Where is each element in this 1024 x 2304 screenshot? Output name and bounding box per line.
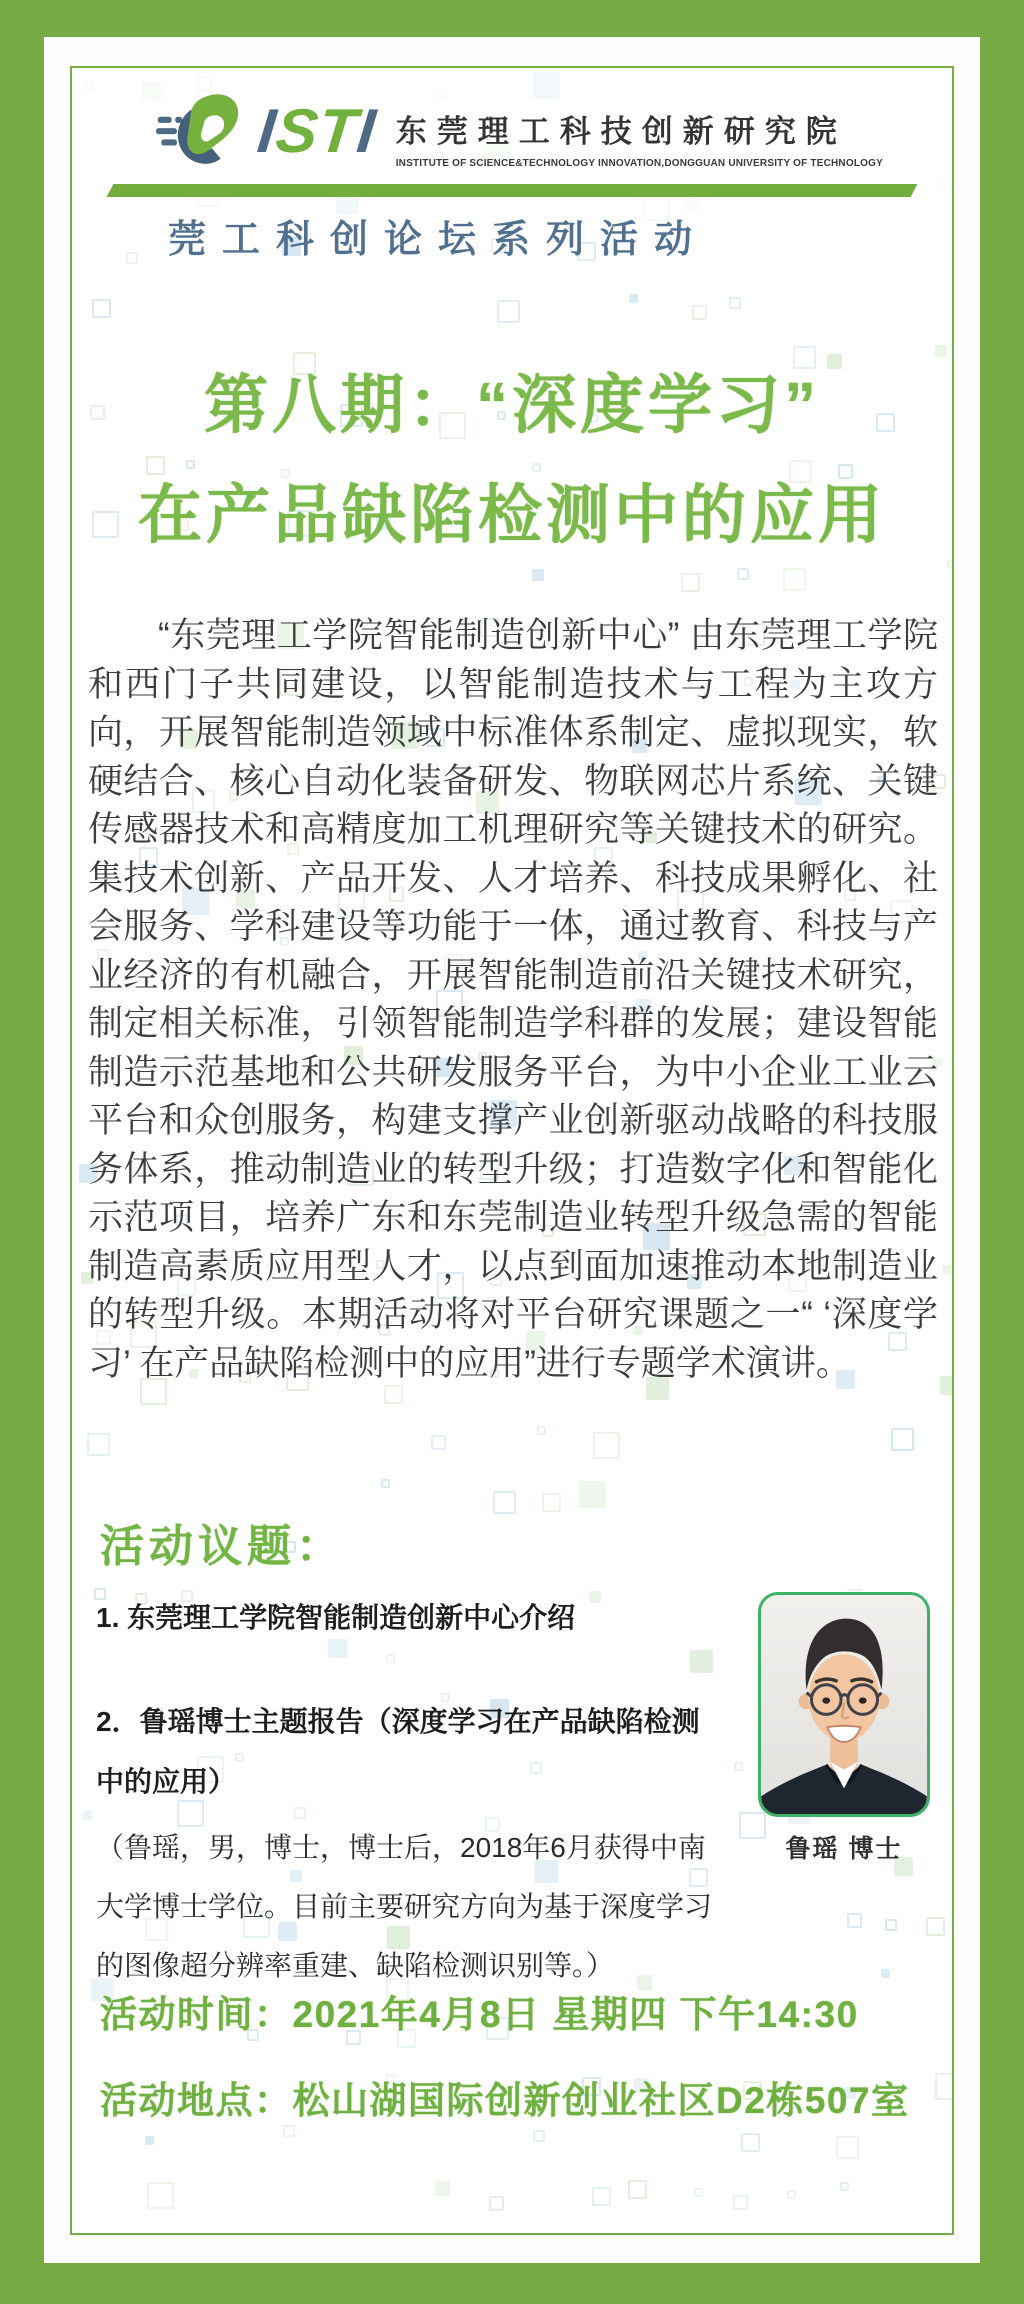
agenda-item-1: 1. 东莞理工学院智能制造创新中心介绍 [96, 1602, 576, 1633]
org-names [396, 96, 883, 169]
intro-paragraph: “东莞理工学院智能制造创新中心” 由东莞理工学院和西门子共同建设，以智能制造技术与工程为主攻方向，开展智能制造领域中标准体系制定、虚拟现实，软硬结合、核心自动化装备研发、物联网芯片系统、关键传感器技术和高精度加工机理研究等关键技术的研究。集技术创新、产品开发、人才培养、科技成果孵化、社会服务、学科建设等功能于一体，通过教育、科技与产业经济的有机融合，开展智能制造前沿关键技术研究，制定相关标准，引领智能制造学科群的发展；建设智能制造示范基地和公共研发服务平台，为中小企业工业云平台和众创服务，构建支撑产业创新驱动战略的科技服务体系，推动制造业的转型升级；打造数字化和智能化示范项目，培养广东和东莞制造业转型升级急需的智能制造高素质应用型人才，以点到面加速推动本地制造业的转型升级。本期活动将对平台研究课题之一“ ‘深度学习’ 在产品缺陷检测中的应用”进行专题学术演讲。 [88, 616, 938, 1383]
speaker-bio-note: （鲁瑶，男，博士，博士后，2018年6月获得中南大学博士学位。目前主要研究方向为基于深度学习的图像超分辨率重建、缺陷检测识别等。） [96, 1832, 713, 1981]
event-time: 活动时间：2021年4月8日 星期四 下午14:30 [100, 1994, 859, 2035]
agenda-heading: 活动议题： [100, 1522, 345, 1571]
speaker-caption: 鲁瑶 博士 [785, 1835, 903, 1863]
poster-paper [44, 37, 980, 2263]
series-title: 莞工科创论坛系列活动 [168, 219, 709, 261]
agenda-item-2: 2．鲁瑶博士主题报告（深度学习在产品缺陷检测中的应用） [96, 1706, 700, 1797]
isti-logo-icon [156, 86, 252, 178]
logo-letter: I [353, 97, 380, 166]
speaker-photo [758, 1592, 930, 1817]
org-name-en: INSTITUTE OF SCIENCE&TECHNOLOGY INNOVATION,DONGGUAN UNIVERSITY OF TECHNOLOGY [395, 157, 883, 169]
inner-border-frame [70, 66, 954, 2235]
main-title-line-2: 在产品缺陷检测中的应用 [138, 479, 886, 551]
green-divider-bar [107, 184, 918, 197]
speaker-block [756, 1588, 932, 1865]
event-info [100, 1984, 910, 2124]
agenda-section [96, 1588, 932, 1995]
logo-letter: I [254, 97, 280, 166]
org-name-cn: 东莞理工科技创新研究院 [395, 113, 847, 149]
logo-letter: T [315, 97, 362, 166]
logo-letter: S [272, 97, 323, 166]
event-location: 活动地点：松山湖国际创新创业社区D2栋507室 [100, 2080, 910, 2121]
speaker-portrait-illustration [761, 1595, 927, 1814]
logo-header [156, 86, 883, 178]
main-title-line-1: 第八期：“深度学习” [204, 369, 820, 441]
logo-acronym [253, 86, 380, 178]
agenda-list [96, 1588, 724, 1995]
